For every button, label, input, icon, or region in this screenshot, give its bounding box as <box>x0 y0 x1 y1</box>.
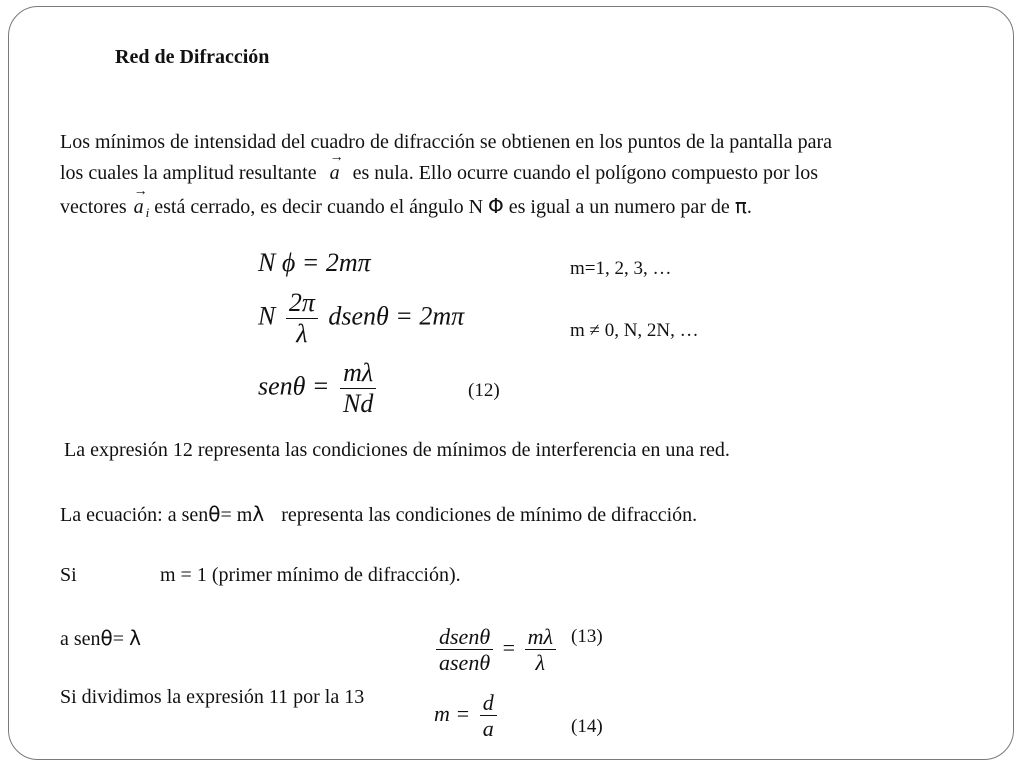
equation-12-label: (12) <box>468 380 500 401</box>
pi-symbol: π <box>734 194 747 218</box>
equation-3 <box>258 358 380 419</box>
vector-a-symbol: → a <box>328 162 342 185</box>
expression-12-text: La expresión 12 representa las condiciones de mínimos de interferencia en una red. <box>64 439 730 461</box>
intro-line-2-text-b: es nula. Ello ocurre cuando el polígono compuesto por los <box>352 162 819 184</box>
equation-2-denominator: λ <box>296 318 308 348</box>
equation-2-rest: dsenθ = 2mπ <box>328 301 465 331</box>
slide-title: Red de Difracción <box>115 46 270 68</box>
asen-theta-symbol: θ <box>100 626 113 650</box>
si-word: Si <box>60 564 77 586</box>
equation-14-lead: m = <box>434 700 471 726</box>
equation-2 <box>258 288 464 349</box>
equation-2-numerator: 2π <box>286 288 318 319</box>
intro-line-1: Los mínimos de intensidad del cuadro de difracción se obtienen en los puntos de la pantalla para <box>60 131 832 153</box>
equation-1: N ϕ = 2mπ <box>258 248 371 277</box>
vector-ai-base: a <box>133 196 144 218</box>
equation-14-denominator: a <box>482 716 494 742</box>
equation-3-numerator: mλ <box>340 358 376 389</box>
intro-line-3-text-b: está cerrado, es decir cuando el ángulo N <box>154 196 484 218</box>
theta-symbol: θ <box>208 502 221 526</box>
equation-2-lead: N <box>258 301 276 331</box>
si-condition: m = 1 (primer mínimo de difracción). <box>160 564 461 586</box>
equation-14 <box>434 690 501 742</box>
ecuacion-line <box>60 502 697 527</box>
equation-3-fraction <box>340 358 376 419</box>
asen-text-a: a sen <box>60 628 101 650</box>
lambda-symbol: λ <box>252 502 265 526</box>
asen-lambda-symbol: λ <box>129 626 141 650</box>
condition-m-values: m=1, 2, 3, … <box>570 258 672 279</box>
equation-13-label: (13) <box>571 626 603 647</box>
intro-line-3-text-a: vectores <box>60 196 127 218</box>
intro-line-2-text-a: los cuales la amplitud resultante <box>60 162 317 184</box>
equation-13-right-numerator: mλ <box>525 624 556 650</box>
dividimos-text: Si dividimos la expresión 11 por la 13 <box>60 686 365 708</box>
equation-3-lead: senθ = <box>258 371 330 401</box>
equation-13-left-denominator: asenθ <box>439 650 491 676</box>
equation-13 <box>432 624 560 676</box>
ecuacion-text-b: = m <box>220 504 253 526</box>
asen-line <box>60 626 141 651</box>
equation-14-label: (14) <box>571 716 603 737</box>
equation-13-left-fraction <box>436 624 493 676</box>
condition-m-exclusions: m ≠ 0, N, 2N, … <box>570 320 699 341</box>
ecuacion-text-a: La ecuación: a sen <box>60 504 209 526</box>
equation-13-left-numerator: dsenθ <box>436 624 493 650</box>
equation-13-equals: = <box>502 634 516 660</box>
equation-13-right-denominator: λ <box>535 650 546 676</box>
vector-ai-symbol <box>132 196 146 219</box>
equation-14-fraction <box>480 690 497 742</box>
intro-line-3-text-c: es igual a un numero par de <box>508 196 730 218</box>
asen-text-b: = <box>112 628 125 650</box>
phi-symbol: Φ <box>488 194 504 218</box>
equation-2-fraction <box>286 288 318 349</box>
vector-ai-subscript: i <box>145 205 150 220</box>
equation-13-right-fraction <box>525 624 556 676</box>
intro-line-3-end: . <box>746 196 752 218</box>
ecuacion-text-c: representa las condiciones de mínimo de difracción. <box>281 504 698 526</box>
intro-line-3 <box>60 194 752 221</box>
equation-3-denominator: Nd <box>342 388 374 418</box>
equation-14-numerator: d <box>480 690 497 716</box>
intro-line-2 <box>60 162 818 185</box>
